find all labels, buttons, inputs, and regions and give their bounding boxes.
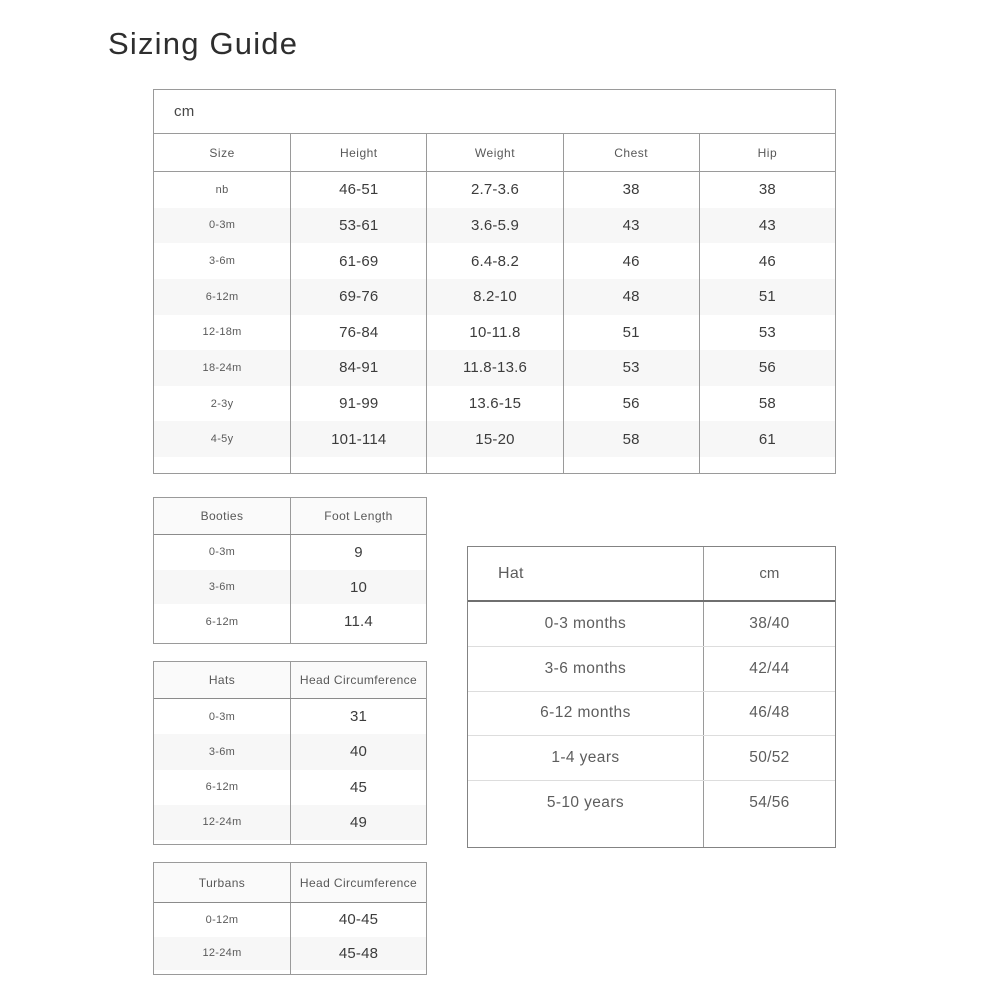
table-row	[154, 570, 426, 605]
size-cell: 0-3m	[208, 219, 236, 232]
column-header: Booties	[200, 509, 244, 523]
spacer-cell	[426, 457, 562, 473]
size-cell: nb	[215, 183, 229, 196]
weight-cell: 2.7-3.6	[426, 172, 562, 208]
hats-body	[154, 699, 426, 840]
chest-cell: 43	[563, 208, 699, 244]
size-cell: 6-12m	[205, 290, 239, 303]
hip-cell: 61	[699, 421, 835, 457]
table-row	[154, 421, 835, 457]
size-cell: 0-3m	[208, 710, 236, 723]
hip-cell: 53	[699, 315, 835, 351]
page-title: Sizing Guide	[108, 26, 299, 61]
table-row	[154, 770, 426, 805]
table-row	[154, 315, 835, 351]
size-cell: 12-24m	[202, 947, 242, 960]
hip-cell: 56	[699, 350, 835, 386]
table-row	[154, 208, 835, 244]
spacer-cell	[699, 457, 835, 473]
spacer-row	[154, 970, 426, 974]
hip-cell: 58	[699, 386, 835, 422]
turbans-header-row	[154, 863, 426, 903]
size-cell: 12-18m	[202, 326, 242, 339]
spacer-cell	[154, 970, 290, 974]
size-cell: 12-24m	[202, 816, 242, 829]
spacer-row	[468, 825, 835, 847]
turbans-body	[154, 903, 426, 970]
weight-cell: 3.6-5.9	[426, 208, 562, 244]
hats-header-row	[154, 662, 426, 699]
table-row	[468, 780, 835, 825]
hip-cell: 46	[699, 243, 835, 279]
weight-cell: 8.2-10	[426, 279, 562, 315]
age-cell: 1-4 years	[551, 749, 620, 767]
column-header: Turbans	[198, 875, 246, 890]
size-cell: 3-6m	[208, 745, 236, 758]
main-size-table	[153, 89, 836, 474]
value-cell: 10	[290, 570, 426, 605]
height-cell: 53-61	[290, 208, 426, 244]
size-cell: 3-6m	[208, 255, 236, 268]
height-cell: 84-91	[290, 350, 426, 386]
table-row	[154, 535, 426, 570]
spacer-row	[154, 639, 426, 643]
booties-table	[153, 497, 427, 644]
size-cell: 2-3y	[210, 397, 234, 410]
value-cell: 49	[290, 805, 426, 840]
chest-cell: 38	[563, 172, 699, 208]
column-header: Hip	[699, 134, 835, 171]
spacer-cell	[290, 457, 426, 473]
spacer-cell	[290, 840, 426, 844]
height-cell: 101-114	[290, 421, 426, 457]
spacer-cell	[703, 825, 835, 847]
value-cell: 40	[290, 734, 426, 769]
column-header: Height	[290, 134, 426, 171]
table-row	[468, 646, 835, 691]
hat-cm-table	[467, 546, 836, 848]
spacer-row	[154, 840, 426, 844]
table-row	[154, 903, 426, 937]
value-cell: 46/48	[703, 692, 835, 736]
column-header: Chest	[563, 134, 699, 171]
value-cell: 11.4	[290, 604, 426, 639]
weight-cell: 6.4-8.2	[426, 243, 562, 279]
spacer-cell	[290, 970, 426, 974]
column-header: Head Circumference	[290, 863, 426, 902]
hats-table	[153, 661, 427, 845]
spacer-cell	[154, 639, 290, 643]
table-row	[154, 172, 835, 208]
size-cell: 0-12m	[205, 913, 239, 926]
table-row	[154, 279, 835, 315]
size-cell: 6-12m	[205, 615, 239, 628]
spacer-cell	[154, 457, 290, 473]
unit-label: cm	[154, 90, 835, 134]
hip-cell: 38	[699, 172, 835, 208]
age-cell: 0-3 months	[544, 614, 627, 632]
booties-body	[154, 535, 426, 639]
hip-cell: 43	[699, 208, 835, 244]
column-header: Hats	[208, 673, 236, 687]
value-cell: 9	[290, 535, 426, 570]
main-table-body	[154, 172, 835, 457]
value-cell: 45	[290, 770, 426, 805]
size-cell: 4-5y	[210, 433, 234, 446]
table-row	[154, 243, 835, 279]
height-cell: 76-84	[290, 315, 426, 351]
table-row	[154, 805, 426, 840]
height-cell: 46-51	[290, 172, 426, 208]
weight-cell: 11.8-13.6	[426, 350, 562, 386]
value-cell: 38/40	[703, 602, 835, 646]
spacer-row	[154, 457, 835, 473]
value-cell: 42/44	[703, 647, 835, 691]
weight-cell: 15-20	[426, 421, 562, 457]
column-header: Head Circumference	[290, 662, 426, 698]
hip-cell: 51	[699, 279, 835, 315]
chest-cell: 56	[563, 386, 699, 422]
table-row	[468, 602, 835, 646]
age-cell: 6-12 months	[540, 704, 631, 722]
table-row	[468, 735, 835, 780]
booties-header-row	[154, 498, 426, 535]
table-row	[154, 604, 426, 639]
chest-cell: 46	[563, 243, 699, 279]
column-header: cm	[703, 547, 835, 600]
weight-cell: 13.6-15	[426, 386, 562, 422]
height-cell: 61-69	[290, 243, 426, 279]
weight-cell: 10-11.8	[426, 315, 562, 351]
hat-table-body	[468, 602, 835, 825]
chest-cell: 53	[563, 350, 699, 386]
table-row	[154, 734, 426, 769]
hat-table-header-row	[468, 547, 835, 602]
table-row	[154, 699, 426, 734]
height-cell: 91-99	[290, 386, 426, 422]
table-row	[154, 386, 835, 422]
table-row	[468, 691, 835, 736]
column-header: Size	[209, 145, 235, 160]
column-header: Foot Length	[290, 498, 426, 534]
height-cell: 69-76	[290, 279, 426, 315]
table-row	[154, 350, 835, 386]
age-cell: 3-6 months	[544, 659, 627, 677]
value-cell: 40-45	[290, 903, 426, 937]
spacer-cell	[468, 825, 703, 847]
spacer-cell	[563, 457, 699, 473]
age-cell: 5-10 years	[546, 794, 625, 812]
value-cell: 50/52	[703, 736, 835, 780]
size-cell: 6-12m	[205, 781, 239, 794]
spacer-cell	[290, 639, 426, 643]
spacer-cell	[154, 840, 290, 844]
value-cell: 31	[290, 699, 426, 734]
chest-cell: 58	[563, 421, 699, 457]
chest-cell: 51	[563, 315, 699, 351]
turbans-table	[153, 862, 427, 975]
table-row	[154, 937, 426, 971]
size-cell: 18-24m	[202, 361, 242, 374]
value-cell: 54/56	[703, 781, 835, 825]
main-table-header-row	[154, 134, 835, 172]
column-header: Weight	[426, 134, 562, 171]
value-cell: 45-48	[290, 937, 426, 971]
chest-cell: 48	[563, 279, 699, 315]
size-cell: 3-6m	[208, 581, 236, 593]
column-header: Hat	[498, 564, 524, 582]
size-cell: 0-3m	[208, 546, 236, 559]
